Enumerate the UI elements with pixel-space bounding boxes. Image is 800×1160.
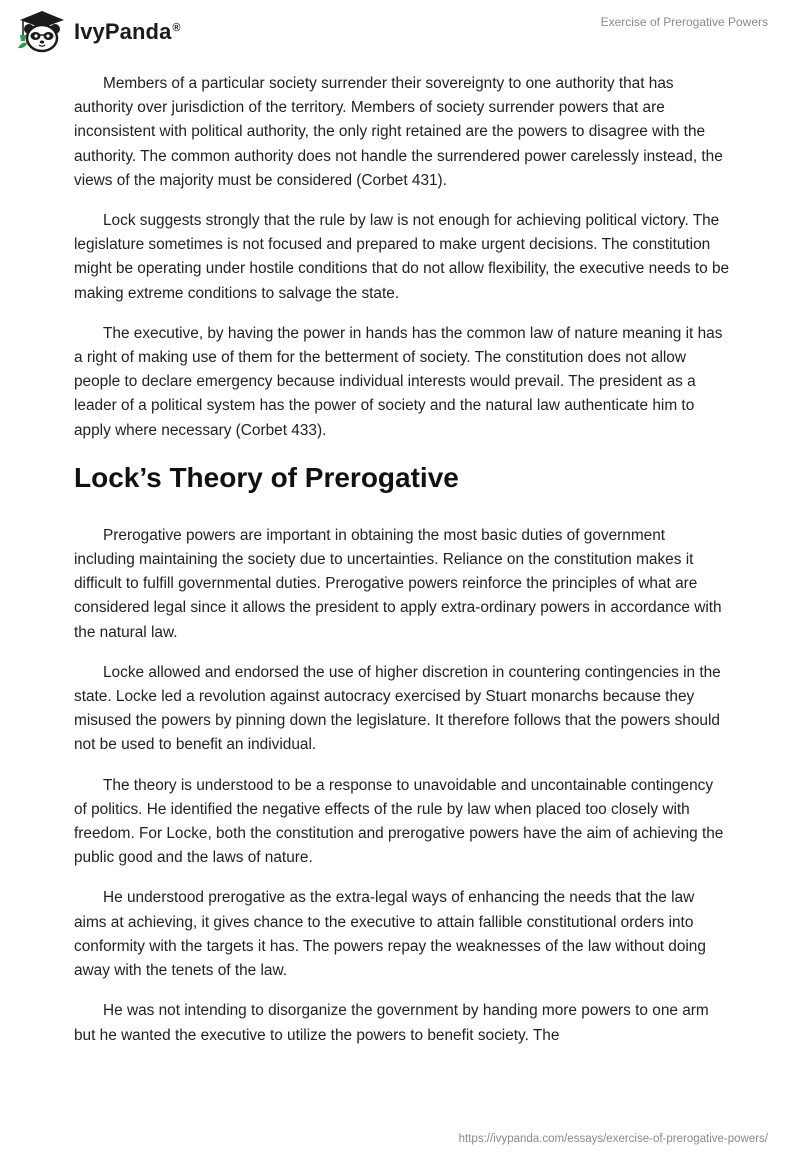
page-header [0,0,800,62]
paragraph: Prerogative powers are important in obtaining the most basic duties of government including maintaining the society due to uncertainties. Reliance on the constitution makes it difficult to fulfill governmental duties. Prerogative powers reinforce the principles of what are considered legal since it allows the president to apply extra-ordinary powers in accordance with the natural law. [74,526,722,641]
document-title: Exercise of Prerogative Powers [600,15,768,29]
section-heading: Lock’s Theory of Prerogative [74,461,459,493]
brand-logo[interactable] [16,8,181,54]
essay-body [74,72,730,1064]
paragraph: Members of a particular society surrender their sovereignty to one authority that has authority over jurisdiction of the territory. Members of society surrender powers that are inconsistent with political authority, the only right retained are the powers to disagree with the authority. The common authority does not handle the surrendered power carelessly instead, the views of the majority must be considered (Corbet 431). [74,75,723,189]
paragraph: The executive, by having the power in hands has the common law of nature meaning it has a right of making use of them for the betterment of society. The constitution does not allow people to declare emergency because individual interests would prevail. The president as a leader of a political system has the power of society and the natural law authenticate him to apply where necessary (Corbet 433). [74,324,723,439]
source-url[interactable]: https://ivypanda.com/essays/exercise-of-prerogative-powers/ [458,1133,768,1145]
panda-graduate-icon [16,8,68,54]
paragraph: He understood prerogative as the extra-legal ways of enhancing the needs that the law aims at achieving, it gives chance to the executive to attain fallible constitutional orders into conformity with the targets it has. The powers repay the weaknesses of the law without doing away with the tenets of the law. [74,889,706,980]
paragraph: The theory is understood to be a response to unavoidable and uncontainable contingency of politics. He identified the negative effects of the rule by law when placed too closely with freedom. For Locke, both the constitution and prerogative powers have the aim of achieving the public good and the laws of nature. [74,776,724,867]
paragraph: Lock suggests strongly that the rule by law is not enough for achieving political victory. The legislature sometimes is not focused and prepared to make urgent decisions. The constitution might be operating under hostile conditions that do not allow flexibility, the executive needs to be making extreme conditions to salvage the state. [74,212,730,302]
paragraph: He was not intending to disorganize the government by handing more powers to one arm but he wanted the executive to utilize the powers to benefit society. The [74,1002,709,1044]
registered-mark: ® [172,21,181,34]
brand-name: IvyPanda® [74,19,181,44]
paragraph: Locke allowed and endorsed the use of higher discretion in countering contingencies in the state. Locke led a revolution against autocracy exercised by Stuart monarchs because they misused the powers by pinning down the legislature. It therefore follows that the powers should not be used to benefit an individual. [74,663,721,754]
